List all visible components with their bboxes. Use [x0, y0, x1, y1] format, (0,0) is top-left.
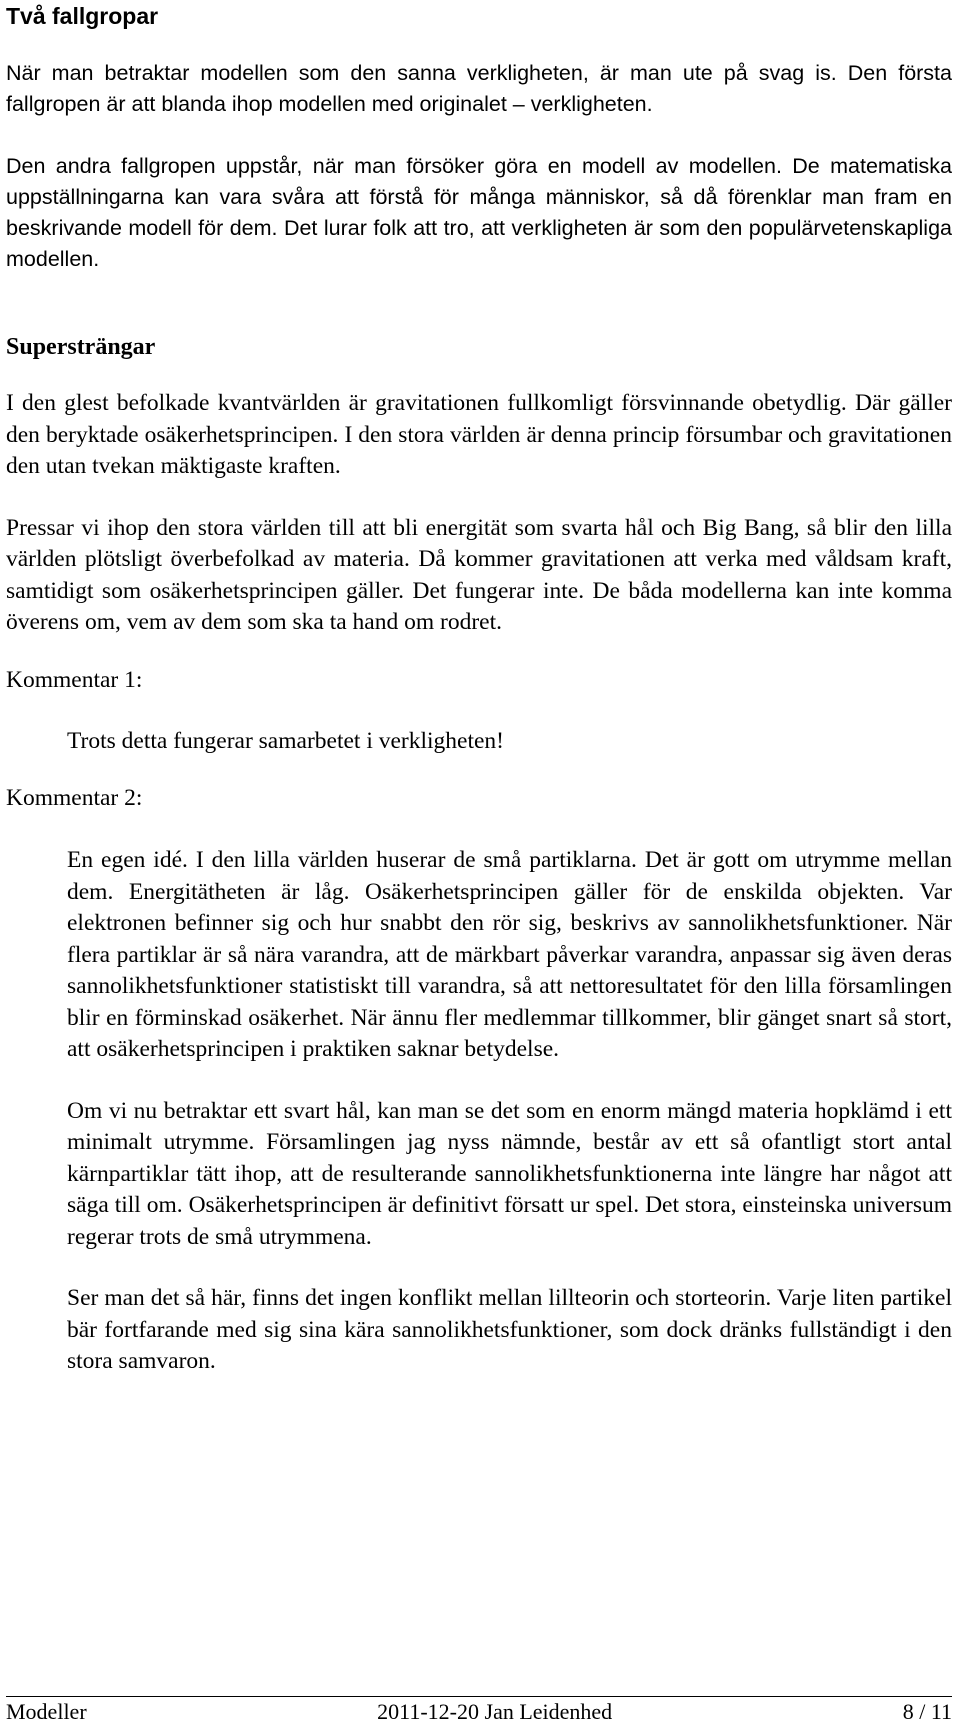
- comment-label-2: Kommentar 2:: [6, 785, 143, 811]
- comment-paragraph: En egen idé. I den lilla världen huserar de små partiklarna. Det är gott om utrymme mellan dem. Energitätheten är låg. Osäkerhetsprincipen gäller för de enskilda objekten. Var elektronen befinner sig och hur snabbt den rör sig, beskrivs av sannolikhetsfunktioner. När flera partiklar är så nära varandra, att de märkbart påverkar varandra, anpassar sig även deras sannolikhetsfunktioner statistiskt till varandra, så att nettoresultatet för den lilla församlingen blir en förminskad osäkerhet. När ännu fler medlemmar tillkommer, blir gänget snart så stort, att osäkerhetsprincipen i praktiken saknar betydelse.: [67, 847, 952, 1062]
- paragraph: Den andra fallgropen uppstår, när man försöker göra en modell av modellen. De matematiska uppställningarna kan vara svåra att förstå för många människor, så då förenklar man fram en beskrivande modell för dem. Det lurar folk att tro, att verkligheten är som den populärvetenskapliga modellen.: [6, 154, 952, 271]
- paragraph: När man betraktar modellen som den sanna verkligheten, är man ute på svag is. Den första fallgropen är att blanda ihop modellen med originalet – verkligheten.: [6, 61, 952, 116]
- document-page: [6, 0, 952, 1378]
- comment-paragraph: Om vi nu betraktar ett svart hål, kan man se det som en enorm mängd materia hopklämd i ett minimalt utrymme. Församlingen jag nyss nämnde, består av ett så ofantligt stort antal kärnpartiklar tätt ihop, att de resulterande sannolikhetsfunktionerna inte längre har något att säga till om. Osäkerhetsprincipen är definitivt försatt ur spel. Det stora, einsteinska universum regerar trots de små utrymmena.: [67, 1097, 952, 1250]
- comment-paragraph: Trots detta fungerar samarbetet i verkligheten!: [67, 727, 504, 754]
- paragraph: I den glest befolkade kvantvärlden är gravitationen fullkomligt försvinnande obetydlig. Där gäller den beryktade osäkerhetsprincipen. I den stora världen är denna princip försumbar och gravitationen den utan tvekan mäktigaste kraften.: [6, 390, 952, 479]
- footer-divider: [6, 1696, 952, 1697]
- page-footer: [6, 1698, 952, 1726]
- comment-paragraph: Ser man det så här, finns det ingen konflikt mellan lillteorin och storteorin. Varje liten partikel bär fortfarande med sig sina kära sannolikhetsfunktioner, som dock dränks fullständigt i den stora samvaron.: [67, 1285, 952, 1374]
- section-heading-superstrings: Supersträngar: [6, 334, 156, 360]
- comment-label-1: Kommentar 1:: [6, 666, 143, 693]
- section-heading-two-pitfalls: Två fallgropar: [6, 3, 159, 29]
- footer-date-author: 2011-12-20 Jan Leidenhed: [377, 1699, 613, 1724]
- footer-page-number: 8 / 11: [902, 1699, 952, 1724]
- paragraph: Pressar vi ihop den stora världen till att bli energität som svarta hål och Big Bang, så blir den lilla världen plötsligt överbefolkad av materia. Då kommer gravitationen att verka med våldsam kraft, samtidigt som osäkerhetsprincipen gäller. Det fungerar inte. De båda modellerna kan inte komma överens om, vem av dem som ska ta hand om rodret.: [6, 514, 952, 635]
- footer-document-title: Modeller: [6, 1699, 87, 1724]
